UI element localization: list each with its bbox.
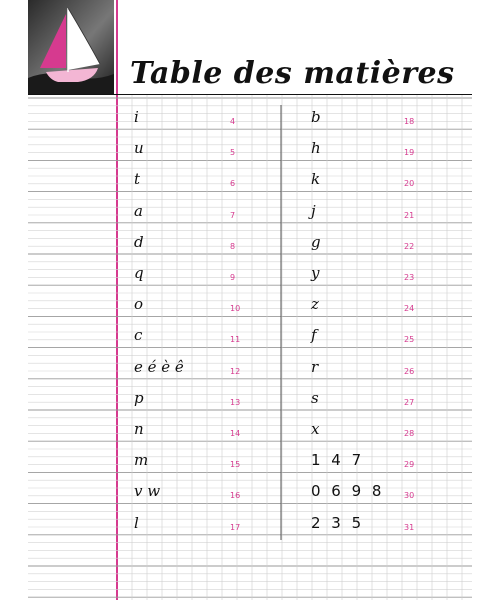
toc-page-number: 26 (404, 366, 415, 376)
toc-page-number: 16 (230, 491, 241, 501)
toc-page-number: 24 (404, 304, 415, 314)
toc-page-number: 9 (230, 273, 236, 282)
toc-page-number: 30 (404, 491, 415, 501)
toc-page-number: 23 (404, 273, 415, 282)
toc-letter: e é è ê (134, 357, 184, 376)
toc-letter: r (311, 357, 319, 376)
toc-page-number: 31 (404, 522, 415, 532)
toc-letter: h (311, 139, 321, 158)
toc-letter: 0 6 9 8 (311, 482, 385, 501)
toc-page-number: 7 (230, 210, 236, 220)
toc-page-number: 8 (230, 241, 236, 251)
toc-letter: o (134, 295, 144, 314)
toc-letter: j (311, 201, 316, 220)
toc-letter: v w (134, 482, 161, 501)
toc-page-number: 13 (230, 397, 241, 407)
toc-page-number: 6 (230, 179, 236, 189)
toc-page-number: 12 (230, 366, 241, 376)
toc-letter: u (134, 139, 144, 158)
toc-page-number: 4 (230, 117, 236, 126)
toc-letter: 2 3 5 (311, 513, 365, 532)
toc-page-number: 20 (404, 179, 415, 189)
toc-letter: d (134, 232, 144, 251)
toc-page-number: 14 (230, 429, 241, 438)
toc-letter: s (311, 388, 319, 407)
toc-page-number: 15 (230, 460, 241, 470)
toc-page-number: 5 (230, 148, 236, 158)
toc-page-number: 22 (404, 241, 415, 251)
toc-letter: n (134, 420, 144, 438)
toc-letter: 1 4 7 (311, 451, 365, 470)
toc-letter: f (311, 326, 317, 345)
toc-page-number: 19 (404, 148, 415, 158)
toc-page-number: 28 (404, 429, 415, 438)
toc-page-number: 18 (404, 117, 415, 126)
toc-page-number: 17 (230, 522, 241, 532)
toc-letter: x (311, 420, 320, 438)
toc-letter: y (311, 264, 320, 282)
toc-letter: a (134, 201, 143, 220)
toc-letter: i (134, 108, 139, 126)
toc-letter: l (134, 513, 139, 532)
toc-letter: k (311, 170, 321, 189)
toc-letter: t (134, 170, 141, 189)
toc-page-number: 29 (404, 460, 415, 470)
toc-letter: b (311, 108, 321, 126)
toc-letter: g (311, 232, 321, 251)
page-title: Table des matières (130, 56, 455, 92)
toc-page-number: 25 (404, 335, 415, 345)
toc-letter: p (134, 388, 144, 407)
toc-page-number: 21 (404, 210, 415, 220)
toc-page-number: 10 (230, 304, 241, 314)
toc-letter: m (134, 451, 149, 470)
toc-page-number: 27 (404, 397, 415, 407)
toc-letter: z (311, 295, 319, 314)
toc-letter: q (134, 264, 144, 282)
toc-letter: c (134, 326, 143, 345)
toc-page-number: 11 (230, 335, 241, 345)
